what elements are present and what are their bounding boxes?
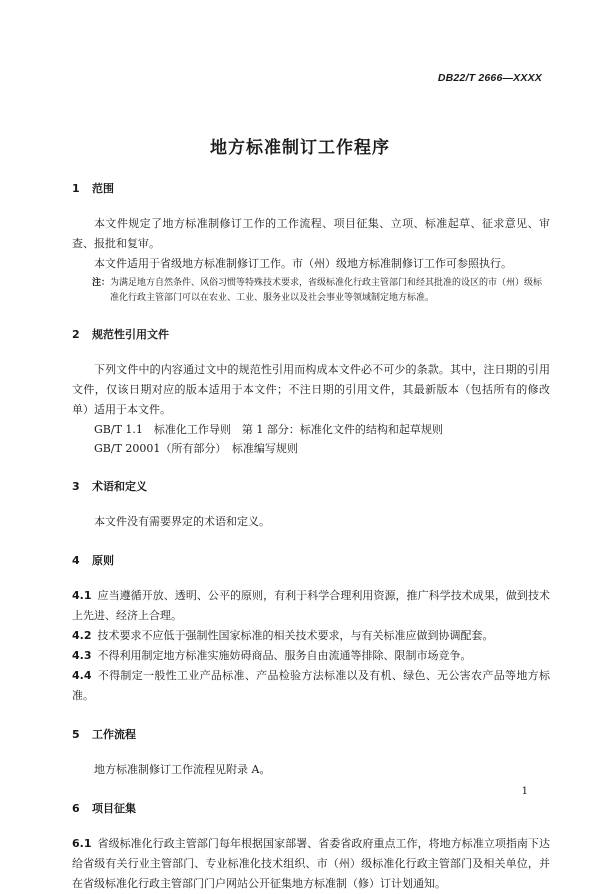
section-number: 4 <box>72 554 80 567</box>
section-heading-principles <box>72 554 550 568</box>
clause-text: 不得利用制定地方标准实施妨碍商品、服务自由流通等排除、限制市场竞争。 <box>97 649 472 662</box>
clause <box>72 834 550 894</box>
section-title: 规范性引用文件 <box>92 328 169 341</box>
section-number: 5 <box>72 728 80 741</box>
section-number: 2 <box>72 328 80 341</box>
paragraph: 本文件规定了地方标准制修订工作的工作流程、项目征集、立项、标准起草、征求意见、审查、报批和复审。 <box>72 217 550 250</box>
paragraph: 下列文件中的内容通过文中的规范性引用而构成本文件必不可少的条款。其中，注日期的引用文件，仅该日期对应的版本适用于本文件；不注日期的引用文件，其最新版本（包括所有的修改单）适用于本文件。 <box>72 363 550 416</box>
reference-item: GB/T 1.1 标准化工作导则 第 1 部分：标准化文件的结构和起草规则 <box>94 423 443 436</box>
clause-text: 不得制定一般性工业产品标准、产品检验方法标准以及有机、绿色、无公害农产品等地方标准。 <box>72 669 550 702</box>
clause <box>72 646 550 666</box>
clause-text: 技术要求不应低于强制性国家标准的相关技术要求，与有关标准应做到协调配套。 <box>97 629 494 642</box>
clause <box>72 586 550 626</box>
section-number: 6 <box>72 802 80 815</box>
paragraph: 地方标准制修订工作流程见附录 A。 <box>94 763 271 776</box>
section-heading-workflow <box>72 728 550 742</box>
note-text: 为满足地方自然条件、风俗习惯等特殊技术要求，省级标准化行政主管部门和经其批准的设区的市（州）级标准化行政主管部门可以在农业、工业、服务业以及社会事业等领域制定地方标准。 <box>110 278 543 303</box>
document-title: 地方标准制订工作程序 <box>210 138 390 158</box>
paragraph: 本文件没有需要界定的术语和定义。 <box>94 515 270 528</box>
section-title: 原则 <box>92 554 114 567</box>
section-number: 3 <box>72 480 80 493</box>
reference-item: GB/T 20001（所有部分） 标准编写规则 <box>94 442 298 455</box>
clause-number: 4.4 <box>72 669 92 682</box>
clause-number: 6.1 <box>72 837 92 850</box>
page-number: 1 <box>521 786 528 797</box>
section-heading-normative-references <box>72 328 550 342</box>
clause <box>72 666 550 706</box>
section-title: 工作流程 <box>92 728 136 741</box>
clause <box>72 626 550 646</box>
note-label: 注： <box>92 278 111 288</box>
paragraph: 本文件适用于省级地方标准制修订工作。市（州）级地方标准制修订工作可参照执行。 <box>94 257 512 270</box>
note <box>72 276 550 306</box>
section-title: 范围 <box>92 182 114 195</box>
section-number: 1 <box>72 182 80 195</box>
section-heading-project-collection <box>72 802 550 816</box>
clause-number: 4.3 <box>72 649 92 662</box>
clause-number: 4.1 <box>72 589 92 602</box>
section-heading-terms <box>72 480 550 494</box>
clause-text: 应当遵循开放、透明、公平的原则，有利于科学合理利用资源，推广科学技术成果，做到技术上先进、经济上合理。 <box>72 589 550 622</box>
section-title: 项目征集 <box>92 802 136 815</box>
document-body <box>72 182 550 894</box>
section-heading-scope <box>72 182 550 196</box>
document-code: DB22/T 2666—XXXX <box>437 72 542 84</box>
clause-number: 4.2 <box>72 629 92 642</box>
clause-text: 省级标准化行政主管部门每年根据国家部署、省委省政府重点工作，将地方标准立项指南下达给省级有关行业主管部门、专业标准化技术组织、市（州）级标准化行政主管部门及相关单位，并在省级标准化行政主管部门门户网站公开征集地方标准制（修）订计划通知。 <box>72 837 550 890</box>
section-title: 术语和定义 <box>92 480 147 493</box>
